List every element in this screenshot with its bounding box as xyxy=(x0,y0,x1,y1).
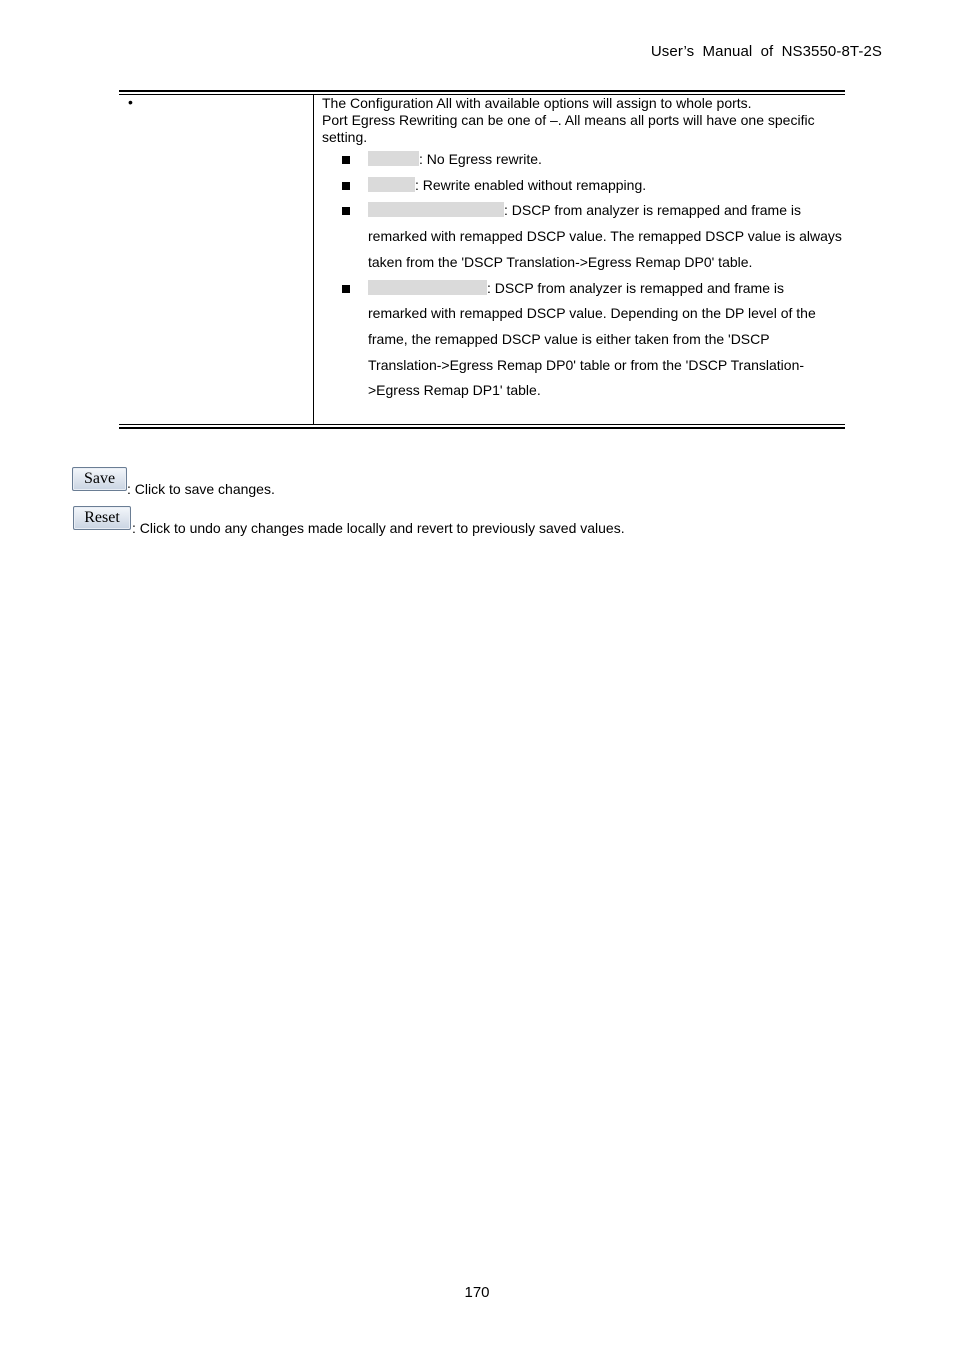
save-button[interactable]: Save xyxy=(72,467,127,491)
option-list xyxy=(322,147,842,404)
table-bottom-rule-thin xyxy=(119,424,845,425)
option-item xyxy=(322,147,842,173)
option-desc: : DSCP from analyzer is remapped and frame is remarked with remapped DSCP value. Depending on the DP level of the frame, the remapped DSCP value is either taken from the 'DSCP Translation->Egress Remap DP0' table or from the 'DSCP Translation->Egress Remap DP1' table. xyxy=(368,279,816,399)
description-line-1: The Configuration All with available options will assign to whole ports. xyxy=(322,95,752,111)
reset-description: : Click to undo any changes made locally and revert to previously saved values. xyxy=(132,520,625,536)
square-bullet-icon xyxy=(342,182,350,190)
page-number: 170 xyxy=(464,1284,490,1301)
option-name-placeholder xyxy=(368,202,504,217)
reset-button[interactable]: Reset xyxy=(73,506,131,530)
option-item xyxy=(322,173,842,199)
option-item xyxy=(322,276,842,405)
parameter-table xyxy=(119,90,845,430)
object-bullet: • xyxy=(128,94,133,110)
option-desc: : Rewrite enabled without remapping. xyxy=(415,176,647,193)
description-line-2: Port Egress Rewriting can be one of –. All means all ports will have one specific setting. xyxy=(322,112,815,145)
save-description: : Click to save changes. xyxy=(127,481,275,497)
page-header-title: User’s Manual of NS3550-8T-2S xyxy=(650,43,882,60)
square-bullet-icon xyxy=(342,207,350,215)
square-bullet-icon xyxy=(342,285,350,293)
option-item xyxy=(322,198,842,275)
option-name-placeholder xyxy=(368,280,487,295)
description-cell xyxy=(322,95,837,146)
option-desc: : DSCP from analyzer is remapped and frame is remarked with remapped DSCP value. The remapped DSCP value is always taken from the 'DSCP Translation->Egress Remap DP0' table. xyxy=(368,202,842,270)
table-column-divider xyxy=(313,95,314,424)
table-bottom-rule xyxy=(119,427,845,429)
square-bullet-icon xyxy=(342,156,350,164)
option-name-placeholder xyxy=(368,177,415,192)
table-top-rule xyxy=(119,90,845,92)
option-name-placeholder xyxy=(368,151,419,166)
option-desc: : No Egress rewrite. xyxy=(419,151,542,167)
